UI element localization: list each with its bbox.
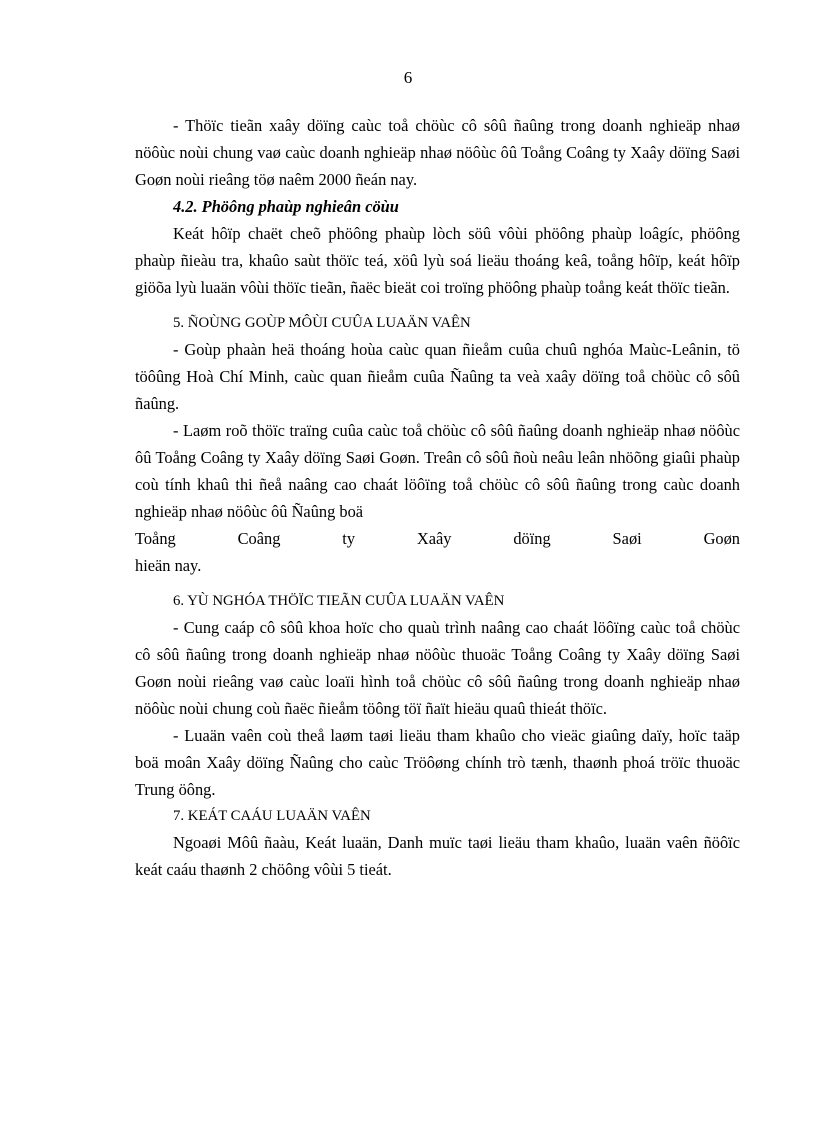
heading-research-methods: 4.2. Phöông phaùp nghieân cöùu: [173, 197, 399, 216]
paragraph-practice-basis: - Thöïc tieãn xaây döïng caùc toå chöùc cô sôû ñaûng trong doanh nghieäp nhaø nöôùc noùi chung vaø caùc doanh nghieäp nhaø nöôùc ôû Toång Coâng ty Xaây döïng Saøi Goøn noùi rieâng töø naêm 2000 ñeán nay.: [135, 116, 740, 189]
paragraph-significance-1: - Cung caáp cô sôû khoa hoïc cho quaù trình naâng cao chaát löôïng caùc toå chöùc cô sôû ñaûng trong doanh nghieäp nhaø nöôùc thuoäc Toång Coâng ty Xaây döïng Saøi Goøn noùi rieâng vaø caùc loaïi hình toå chöùc cô sôû ñaûng trong doanh nghieäp nhaø nöôùc noùi chung coù ñaëc ñieåm töông töï ñaït hieäu quaû thieát thöïc.: [135, 618, 740, 718]
heading-new-contributions: 5. ÑOÙNG GOÙP MÔÙI CUÛA LUAÄN VAÊN: [173, 315, 471, 331]
paragraph-significance-2: - Luaän vaên coù theå laøm taøi lieäu tham khaûo cho vieäc giaûng daïy, hoïc taäp boä moân Xaây döïng Ñaûng cho caùc Tröôøng chính trò tænh, thaønh phoá tröïc thuoäc Trung öông.: [135, 726, 740, 799]
heading-practical-significance: 6. YÙ NGHÓA THÖÏC TIEÃN CUÛA LUAÄN VAÊN: [173, 593, 505, 609]
paragraph-contribution-1: - Goùp phaàn heä thoáng hoùa caùc quan ñieåm cuûa chuû nghóa Maùc-Leânin, tö töôûng Hoà Chí Minh, caùc quan ñieåm cuûa Ñaûng ta veà xaây döïng toå chöùc cô sôû ñaûng.: [135, 340, 740, 413]
paragraph-contribution-2-end: hieän nay.: [135, 556, 202, 575]
heading-thesis-structure: 7. KEÁT CAÁU LUAÄN VAÊN: [173, 808, 371, 824]
paragraph-contribution-2-line: Toång Coâng ty Xaây döïng Saøi Goøn: [135, 529, 740, 548]
page-body: [135, 112, 740, 883]
paragraph-thesis-structure: Ngoaøi Môû ñaàu, Keát luaän, Danh muïc taøi lieäu tham khaûo, luaän vaên ñöôïc keát caáu thaønh 2 chöông vôùi 5 tieát.: [135, 833, 740, 879]
paragraph-research-methods: Keát hôïp chaët cheõ phöông phaùp lòch söû vôùi phöông phaùp loâgíc, phöông phaùp ñieàu tra, khaûo saùt thöïc teá, xöû lyù soá lieäu thoáng keâ, toång hôïp, keát hôïp giöõa lyù luaän vôùi thöïc tieãn, ñaëc bieät coi troïng phöông phaùp toång keát thöïc tieãn.: [135, 224, 740, 297]
paragraph-contribution-2: - Laøm roõ thöïc traïng cuûa caùc toå chöùc cô sôû ñaûng doanh nghieäp nhaø nöôùc ôû Toång Coâng ty Xaây döïng Saøi Goøn. Treân cô sôû ñoù neâu leân nhöõng giaûi phaùp coù tính khaû thi ñeå naâng cao chaát löôïng toå chöùc cô sôû ñaûng trong caùc doanh nghieäp nhaø nöôùc ôû Ñaûng boä: [135, 421, 740, 521]
page-number: 6: [403, 68, 413, 87]
